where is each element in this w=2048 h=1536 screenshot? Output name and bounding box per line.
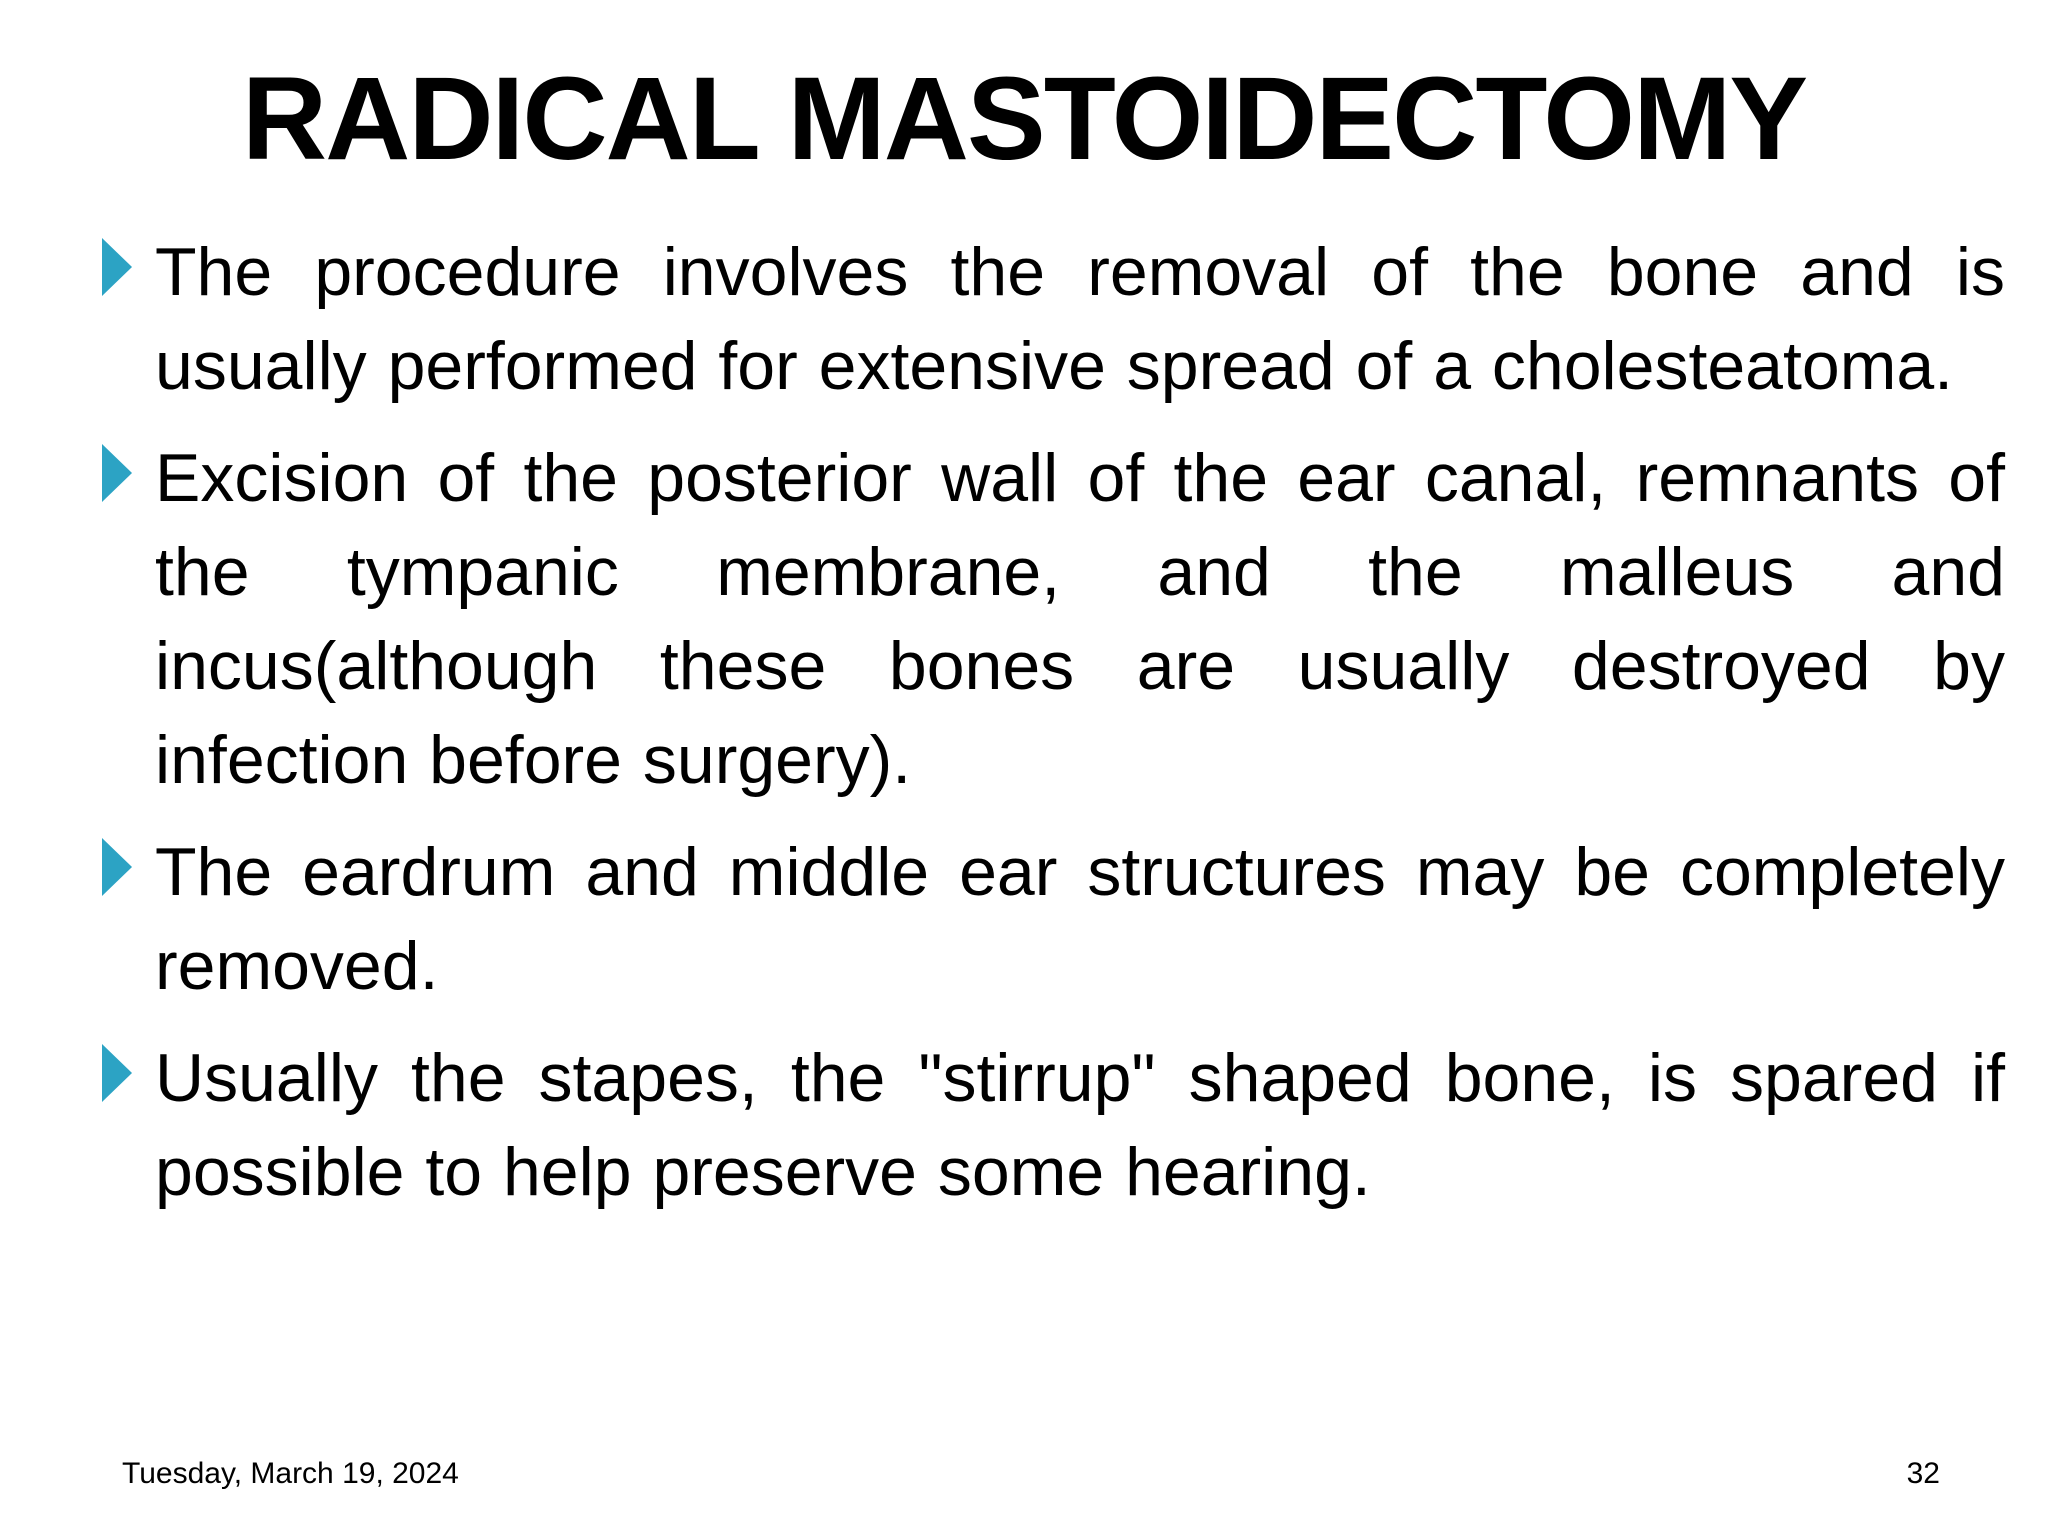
slide-title: RADICAL MASTOIDECTOMY	[241, 53, 1807, 185]
bullet-text: The eardrum and middle ear structures may be completely removed.	[155, 834, 2005, 1004]
page-number: 32	[1906, 1457, 1940, 1490]
bullet-text: Excision of the posterior wall of the ear canal, remnants of the tympanic membrane, and the malleus and incus(although these bones are usually destroyed by infection before surgery).	[155, 440, 2005, 798]
bullet-text: The procedure involves the removal of the bone and is usually performed for extensive spread of a cholesteatoma.	[155, 234, 2005, 404]
triangle-right-icon	[102, 444, 132, 502]
bullet-item	[100, 431, 2005, 807]
footer-date: Tuesday, March 19, 2024	[122, 1457, 459, 1490]
triangle-right-icon	[102, 1044, 132, 1102]
bullet-list	[100, 225, 2005, 1237]
bullet-text: Usually the stapes, the "stirrup" shaped bone, is spared if possible to help preserve some hearing.	[155, 1040, 2005, 1210]
triangle-right-icon	[102, 838, 132, 896]
bullet-item	[100, 225, 2005, 413]
bullet-item	[100, 1031, 2005, 1219]
triangle-right-icon	[102, 238, 132, 296]
bullet-item	[100, 825, 2005, 1013]
